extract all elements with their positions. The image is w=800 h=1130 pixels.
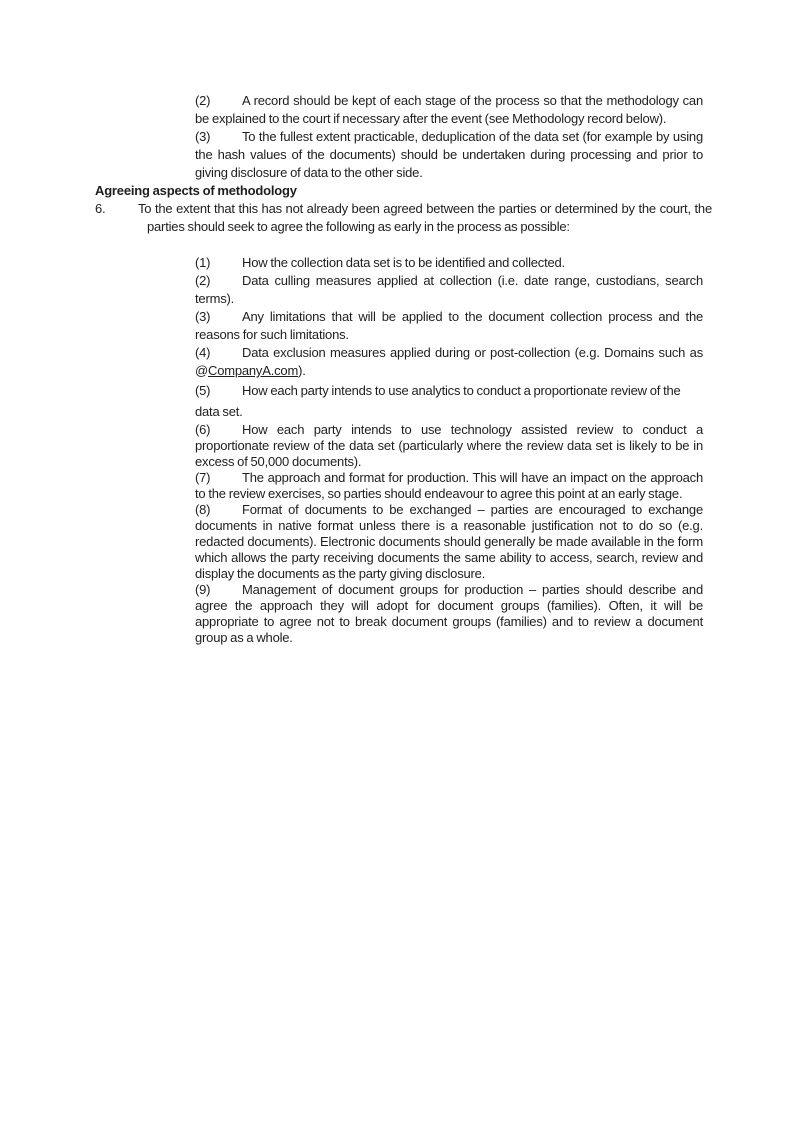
sub-item-3	[195, 308, 703, 344]
item-text: How each party intends to use analytics to conduct a proportionate review of the data set.	[195, 383, 681, 419]
item-number: (5)	[195, 383, 211, 398]
item-number: (2)	[195, 93, 211, 108]
sub-item-8	[195, 502, 703, 582]
clause-text: To the extent that this has not already been agreed between the parties or determined by the court, the parties should seek to agree the following as early in the process as possible:	[138, 201, 712, 234]
item-text: ).	[298, 363, 306, 378]
item-number: (7)	[195, 470, 211, 485]
sub-item-6	[195, 422, 703, 470]
clause-6	[95, 200, 712, 236]
item-text: How the collection data set is to be identified and collected.	[242, 255, 565, 270]
document-content	[0, 92, 800, 646]
sub-item-9	[195, 582, 703, 646]
item-number: (4)	[195, 345, 211, 360]
item-text: The approach and format for production. This will have an impact on the approach to the review exercises, so parties should endeavour to agree this point at an early stage.	[195, 470, 703, 501]
companya-domain-link[interactable]: CompanyA.com	[208, 363, 299, 378]
intro-item-2	[195, 92, 703, 128]
sub-item-2	[195, 272, 703, 308]
section-heading: Agreeing aspects of methodology	[95, 183, 297, 198]
item-text: How each party intends to use technology assisted review to conduct a proportionate review of the data set (particularly where the review data set is likely to be in excess of 50,000 documents).	[195, 422, 703, 469]
intro-item-3	[195, 128, 703, 182]
item-text: To the fullest extent practicable, deduplication of the data set (for example by using the hash values of the documents) should be undertaken during processing and prior to giving disclosure of data to the other side.	[195, 129, 703, 180]
item-text: Data culling measures applied at collection (i.e. date range, custodians, search terms).	[195, 273, 703, 306]
item-text: Data exclusion measures applied during or post-collection (e.g. Domains such as @	[195, 345, 703, 378]
item-number: (3)	[195, 129, 211, 144]
sub-item-4	[195, 344, 703, 380]
item-number: (3)	[195, 309, 211, 324]
sub-item-5	[195, 380, 703, 422]
sub-item-7	[195, 470, 703, 502]
item-number: (6)	[195, 422, 211, 437]
sub-item-1	[195, 254, 703, 272]
clause-number: 6.	[95, 201, 106, 216]
item-number: (2)	[195, 273, 211, 288]
item-number: (1)	[195, 255, 211, 270]
item-text: Any limitations that will be applied to the document collection process and the reasons for such limitations.	[195, 309, 703, 342]
item-number: (9)	[195, 582, 211, 597]
item-text: Format of documents to be exchanged – parties are encouraged to exchange documents in native format unless there is a reasonable justification not to do so (e.g. redacted documents). Electronic documents should generally be made available in the form which allows the party receiving documents the same ability to access, search, review and display the documents as the party giving disclosure.	[195, 502, 703, 581]
item-number: (8)	[195, 502, 211, 517]
item-text: Management of document groups for production – parties should describe and agree the approach they will adopt for document groups (families). Often, it will be appropriate to agree not to break document groups (families) and to review a document group as a whole.	[195, 582, 703, 645]
item-text: A record should be kept of each stage of the process so that the methodology can be explained to the court if necessary after the event (see Methodology record below).	[195, 93, 703, 126]
